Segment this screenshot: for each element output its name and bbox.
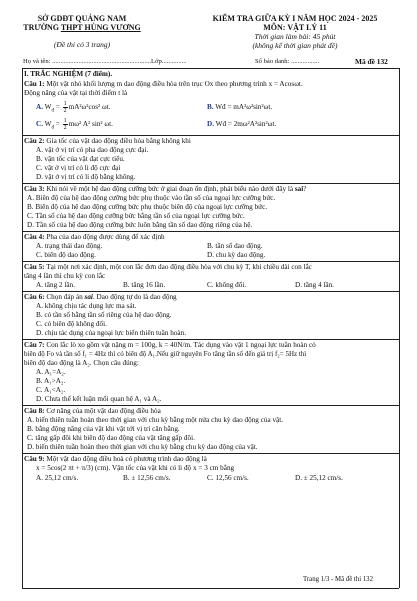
section-title: I. TRẮC NGHIỆM (7 điểm). xyxy=(24,70,113,78)
divider xyxy=(22,405,399,406)
question-3: Câu 3: Khi nói về một hệ dao động cưỡng bức ở giai đoạn ổn định, phát biểu nào dưới đây là sai? xyxy=(24,185,307,193)
q4-option-c: C. biên độ dao động. xyxy=(36,251,96,259)
question-8: Câu 8: Cơ năng của một vật dao động điều hòa xyxy=(24,407,161,415)
q5-option-b: B. tăng 16 lần. xyxy=(123,281,166,289)
school-name: TRƯỜNG THPT HÙNG VƯƠNG xyxy=(23,23,141,32)
q2-option-b: B. vận tốc của vật đạt cực tiểu. xyxy=(36,155,125,163)
q7-option-a: A. A₁=A₂. xyxy=(36,368,66,376)
q5-option-a: A. tăng 2 lần. xyxy=(36,281,75,289)
q7-option-c: C. A₁<A₂. xyxy=(36,386,66,394)
q4-option-b: B. tần số dao động. xyxy=(207,242,263,250)
q7-option-d: D. Chưa thể kết luận mối quan hệ A₁ và A₂. xyxy=(36,395,162,403)
divider xyxy=(22,339,399,340)
question-5-cont: tăng 4 lần thì chu kỳ con lắc xyxy=(24,272,106,280)
question-1-cont: Động năng của vật tại thời điểm t là xyxy=(24,89,128,97)
divider xyxy=(22,453,399,454)
divider xyxy=(22,231,399,232)
question-5: Câu 5: Tại một nơi xác định, một con lắc đơn dao động điều hòa với chu kỳ T, khi chiều dài con lắc xyxy=(24,263,312,271)
q6-option-a: A. không chịu tác dụng lực ma sát. xyxy=(36,302,137,310)
section-rule-top xyxy=(22,68,399,69)
q6-option-c: C. có biên độ không đổi. xyxy=(36,320,107,328)
q9-option-c: C. 12,56 cm/s. xyxy=(207,474,249,482)
q6-option-d: D. chịu tác dụng của ngoại lực biến thiên tuần hoàn. xyxy=(36,329,186,337)
divider xyxy=(22,261,399,262)
q9-option-d: D. ± 25,12 cm/s. xyxy=(295,474,343,482)
candidate-number-field: Số báo danh: ................. xyxy=(255,58,320,65)
question-9-equation: x = 5cos(2 πt + π/3) (cm). Vận tốc của vật khi có li độ x = 3 cm bằng xyxy=(36,464,235,472)
q5-option-d: D. tăng 4 lần. xyxy=(295,281,334,289)
section-rule-bottom xyxy=(22,588,399,589)
question-7-cont: biên độ Fo và tần số f₁ = 4Hz thì có biên độ A₁.Nếu giữ nguyên Fo tăng tần số đến giá trị f₂= 5Hz thì xyxy=(24,350,307,358)
q1-option-d: D. Wđ = 2mω²A²sin²ωt. xyxy=(207,120,277,128)
q1-option-c: C. $W_đ$ = $\frac{1}{2}$ mω² A² sin² ωt. xyxy=(36,117,113,131)
q2-option-c: C. vật ở vị trí có li độ cực đại xyxy=(36,164,121,172)
subject: MÔN: VẬT LÝ 11 xyxy=(263,23,327,32)
divider xyxy=(22,135,399,136)
q2-option-d: D. vật ở vị trí có li độ bằng không. xyxy=(36,173,136,181)
q8-option-b: B. bằng động năng của vật khi vật tới vị trí cân bằng. xyxy=(27,425,180,433)
time-note: (không kể thời gian phát đề) xyxy=(252,41,338,50)
time-limit: Thời gian làm bài: 45 phút xyxy=(254,32,336,41)
department-name: SỞ GDĐT QUẢNG NAM xyxy=(37,14,127,23)
q1-option-b: B. Wđ = mA²ω²sin²ωt. xyxy=(207,103,273,111)
q4-option-d: D. chu kỳ dao động. xyxy=(207,251,266,259)
q8-option-a: A. biến thiên tuần hoàn theo thời gian với chu kỳ bằng một nửa chu kỳ dao động của vật. xyxy=(27,416,284,424)
question-6: Câu 6: Chọn đáp án sai. Dao động tự do là dao động xyxy=(24,293,177,301)
q3-option-a: A. Biên độ của hệ dao động cưỡng bức phụ thuộc vào tần số của ngoại lực cưỡng bức. xyxy=(27,194,276,202)
student-name-field: Họ và tên: ............................................................Lớp............... xyxy=(23,58,187,65)
question-7: Câu 7: Con lắc lò xo gồm vật nặng m = 100g, k = 40N/m. Tác dụng vào vật 1 ngoại lực tuần hoàn có xyxy=(24,341,316,349)
question-2: Câu 2: Gia tốc của vật dao động điều hòa bằng không khi xyxy=(24,137,191,145)
q4-option-a: A. trạng thái dao động. xyxy=(36,242,103,250)
divider xyxy=(22,183,399,184)
divider xyxy=(22,291,399,292)
question-7-cont2: biên độ dao động là A₂. Chọn câu đúng: xyxy=(24,359,139,367)
question-4: Câu 4: Pha của dao động được dùng để xác định xyxy=(24,233,165,241)
q9-option-b: B. ± 12,56 cm/s. xyxy=(123,474,171,482)
section-rule-right xyxy=(399,68,400,588)
q7-option-b: B. A₁>A₂. xyxy=(36,377,66,385)
q6-option-b: B. có tần số bằng tần số riêng của hệ dao động. xyxy=(36,311,172,319)
question-1: Câu 1: Một vật nhỏ khối lượng m dao động điều hòa trên trục Ox theo phương trình x = Acosωt. xyxy=(24,80,303,88)
page-count-note: (Đề thi có 3 trang) xyxy=(53,40,111,49)
exam-code: Mã đề 132 xyxy=(355,57,388,66)
q2-option-a: A. vật ở vị trí có pha dao động cực đại. xyxy=(36,146,149,154)
section-rule-left xyxy=(22,68,23,588)
q8-option-c: C. tăng gấp đôi khi biên độ dao động của vật tăng gấp đôi. xyxy=(27,434,195,442)
q1-option-a: A. $W_đ$ = $\frac{1}{2}$ mA²ω²cos² ωt. xyxy=(36,100,111,114)
exam-title: KIỂM TRA GIỮA KỲ I NĂM HỌC 2024 - 2025 xyxy=(212,14,378,23)
question-9: Câu 9: Một vật dao động điều hoà có phương trình dao động là xyxy=(24,455,207,463)
q3-option-d: D. Tần số của hệ dao động cưỡng bức luôn bằng tần số dao động riêng của hệ. xyxy=(27,221,253,229)
q8-option-d: D. biến thiên tuần hoàn theo thời gian với chu kỳ bằng chu kỳ dao động của vật. xyxy=(27,443,258,451)
q9-option-a: A. 25,12 cm/s. xyxy=(36,474,79,482)
page-footer: Trang 1/3 - Mã đề thi 132 xyxy=(303,576,373,583)
q3-option-b: B. Biên độ của hệ dao động cưỡng bức phụ thuộc biên độ của ngoại lực cưỡng bức. xyxy=(27,203,268,211)
q3-option-c: C. Tần số của hệ dao động cưỡng bức bằng tần số của ngoại lực cưỡng bức. xyxy=(27,212,245,220)
q5-option-c: C. không đổi. xyxy=(207,281,247,289)
